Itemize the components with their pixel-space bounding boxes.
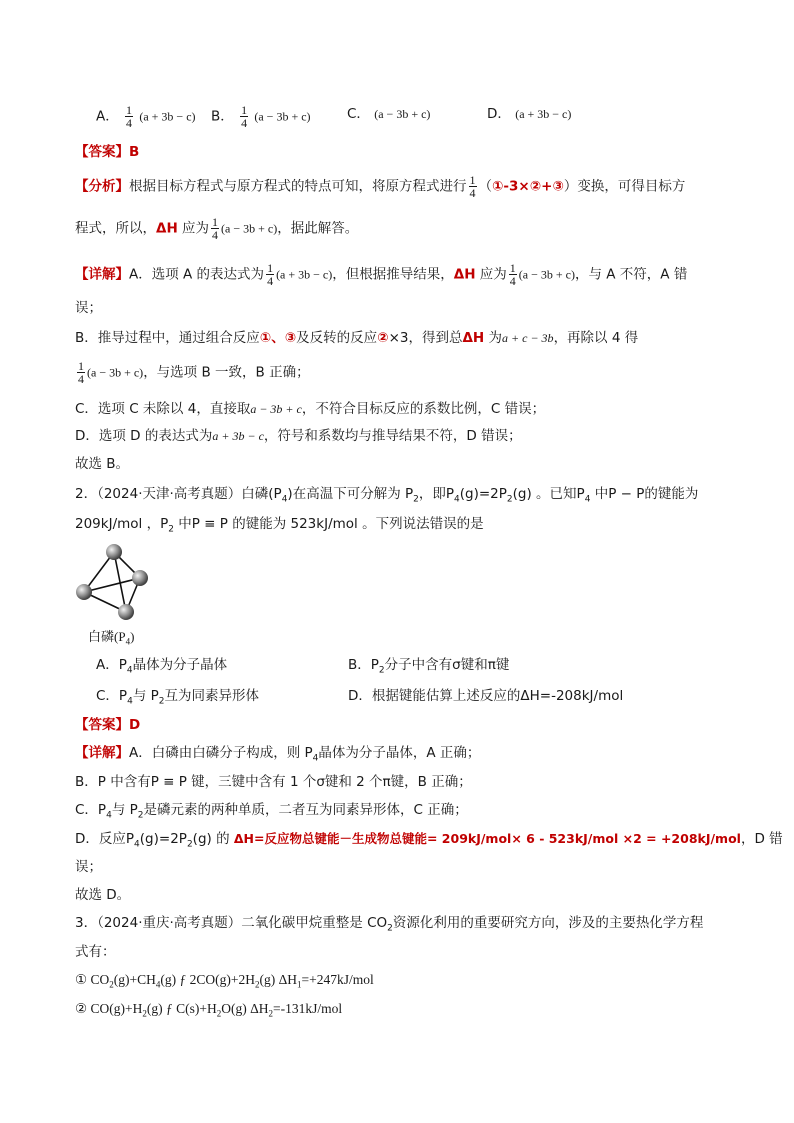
q2-option-d: D．根据键能估算上述反应的ΔH=-208kJ/mol (348, 688, 624, 704)
fraction: $\frac{1}{4}$ (241, 103, 248, 130)
q1-option-d (487, 104, 571, 124)
option-label: C． (347, 106, 370, 122)
q3-equation-2: ② $CO(g)+H_2(g)$ ƒ $C(s)+H_2O(g)$ $\Delta H_2=-131kJ$/mol (75, 1001, 343, 1019)
white-phosphorus-molecule-figure (70, 542, 160, 624)
q1-detail-b-cont: $\frac{1}{4}$ (a − 3b + c)，与选项 B 一致，B 正确； (78, 359, 310, 386)
q2-stem-line-1: 2．（2024·天津·高考真题）白磷$(P_4)$在高温下可分解为 $P_2$，即$P_4(g)=2P_2(g)$ 。已知$P_4$ 中P − P的键能为 (75, 486, 699, 505)
option-label: D． (487, 106, 511, 122)
fraction: $\frac{1}{4}$ (126, 103, 133, 130)
expression: (a − 3b + c) (254, 109, 311, 124)
q2-detail-d: D．反应$P_4(g)=2P_2(g)$ 的 ΔH=反应物总键能－生成物总键能= 209kJ/mol× 6 - 523kJ/mol ×2 = +208kJ/mol，D 错 (75, 831, 783, 850)
fraction: $\frac{1}{4}$ (78, 359, 84, 386)
q2-conclusion: 故选 D。 (75, 887, 131, 903)
q1-option-b (211, 104, 311, 129)
q2-detail-d-cont: 误； (75, 859, 102, 875)
q2-option-a: A．$P_4$晶体为分子晶体 (96, 657, 228, 676)
expression: (a + 3b − c) (515, 107, 572, 121)
q1-option-a (96, 104, 196, 129)
q3-equation-1: ① $CO_2(g)+CH_4(g)$ ƒ $2CO(g)+2H_2(g)$ $\Delta H_1=+247kJ$/mol (75, 972, 374, 990)
fraction: $\frac{1}{4}$ (509, 261, 516, 288)
q1-analysis-line-2: 程式，所以，ΔH 应为 $\frac{1}{4}$ (a − 3b + c)，据此解答。 (75, 215, 359, 242)
q1-detail-b: B．推导过程中，通过组合反应①、③及反转的反应②×3，得到总ΔH 为a + c − 3b，再除以 4 得 (75, 330, 639, 346)
fraction: $\frac{1}{4}$ (469, 173, 476, 200)
option-label: A． (96, 108, 119, 125)
q1-detail-d: D．选项 D 的表达式为a + 3b − c，符号和系数均与推导结果不符，D 错误； (75, 428, 522, 444)
q3-stem-line-2: 式有： (75, 944, 116, 960)
figure-caption: 白磷$(P_4)$ (88, 629, 135, 647)
q3-stem-line-1: 3．（2024·重庆·高考真题）二氧化碳甲烷重整是 $CO_2$资源化利用的重要研究方向，涉及的主要热化学方程 (75, 915, 704, 934)
expression: (a + 3b − c) (139, 109, 196, 124)
q1-detail-a: 【详解】A．选项 A 的表达式为 $\frac{1}{4}$ (a + 3b − c)，但根据推导结果，ΔH 应为 $\frac{1}{4}$ (a − 3b + c)，与 A 不符，A 错 (75, 261, 688, 288)
expression: (a − 3b + c) (374, 107, 431, 121)
q1-conclusion: 故选 B。 (75, 456, 130, 472)
q2-option-c: C．$P_4$与 $P_2$互为同素异形体 (96, 688, 259, 707)
atom-sphere (132, 570, 148, 586)
fraction: $\frac{1}{4}$ (212, 215, 219, 242)
q1-option-c (347, 104, 430, 124)
option-label: B． (211, 108, 234, 125)
q2-detail-c: C．$P_4$与 $P_2$是磷元素的两种单质，二者互为同素异形体，C 正确； (75, 802, 468, 821)
atom-sphere (118, 604, 134, 620)
atom-sphere (76, 584, 92, 600)
q1-detail-c: C．选项 C 未除以 4，直接取a − 3b + c，不符合目标反应的系数比例，C 错误； (75, 401, 546, 417)
q2-answer: 【答案】D (75, 717, 141, 733)
q2-detail-a: 【详解】A．白磷由白磷分子构成，则 $P_4$晶体为分子晶体，A 正确； (75, 745, 481, 764)
q1-analysis-line-1: 【分析】根据目标方程式与原方程式的特点可知，将原方程式进行 $\frac{1}{4}$ （①-3×②+③）变换，可得目标方 (75, 173, 686, 200)
q1-detail-a-cont: 误； (75, 300, 102, 316)
q1-answer: 【答案】B (75, 144, 140, 160)
q2-detail-b: B．P 中含有P ≡ P 键，三键中含有 1 个σ键和 2 个π键，B 正确； (75, 774, 472, 790)
q2-stem-line-2: 209kJ/mol ，$P_2$ 中P ≡ P 的键能为 523kJ/mol 。下列说法错误的是 (75, 516, 484, 535)
atom-sphere (106, 544, 122, 560)
fraction: $\frac{1}{4}$ (267, 261, 274, 288)
q2-option-b: B．$P_2$分子中含有σ键和π键 (348, 657, 510, 676)
